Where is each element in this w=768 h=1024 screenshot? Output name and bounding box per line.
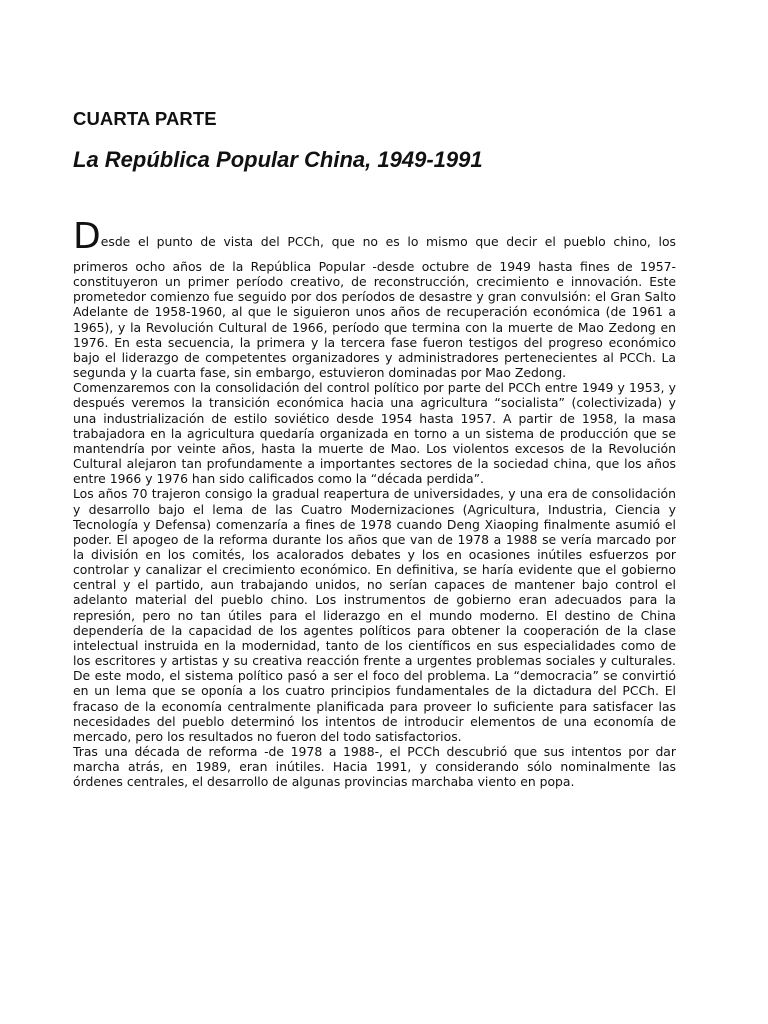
body-text xyxy=(73,216,676,790)
first-line-gap xyxy=(73,252,676,259)
paragraph-2: Comenzaremos con la consolidación del control político por parte del PCCh entre 1949 y 1953, y después veremos la transición económica hacia una agricultura “socialista” (colectivizada) y una industrialización de estilo soviético desde 1954 hasta 1957. A partir de 1958, la masa trabajadora en la agricultura quedaría organizada en torno a un sistema de producción que se mantendría por veinte años, hasta la muerte de Mao. Los violentos excesos de la Revolución Cultural alejaron tan profundamente a importantes sectores de la sociedad china, que los años entre 1966 y 1976 han sido calificados como la “década perdida”. xyxy=(73,380,676,487)
chapter-title: La República Popular China, 1949-1991 xyxy=(73,147,483,172)
paragraph-1 xyxy=(73,216,676,381)
first-line xyxy=(73,216,676,257)
part-heading: CUARTA PARTE xyxy=(73,108,217,129)
paragraph-4: Tras una década de reforma -de 1978 a 1988-, el PCCh descubrió que sus intentos por dar marcha atrás, en 1989, eran inútiles. Hacia 1991, y considerando sólo nominalmente las órdenes centrales, el desarrollo de algunas provincias marchaba viento en popa. xyxy=(73,744,676,790)
first-line-text: esde el punto de vista del PCCh, que no es lo mismo que decir el pueblo chino, los xyxy=(100,234,676,249)
paragraph-3: Los años 70 trajeron consigo la gradual reapertura de universidades, y una era de consolidación y desarrollo bajo el lema de las Cuatro Modernizaciones (Agricultura, Industria, Ciencia y Tecnología y Defensa) comenzaría a fines de 1978 cuando Deng Xiaoping finalmente asumió el poder. El apogeo de la reforma durante los años que van de 1978 a 1988 se vería marcado por la división en los comités, los acalorados debates y los en ocasiones inútiles esfuerzos por controlar y canalizar el crecimiento económico. En definitiva, se haría evidente que el gobierno central y el partido, aun trabajando unidos, no serían capaces de mantener bajo control el adelanto material del pueblo chino. Los instrumentos de gobierno eran adecuados para la represión, pero no tan útiles para el liderazgo en el mundo moderno. El destino de China dependería de la capacidad de los agentes políticos para obtener la cooperación de la clase intelectual instruida en la modernidad, tanto de los científicos en sus especialidades como de los escritores y artistas y su creativa reacción frente a urgentes problemas sociales y culturales. De este modo, el sistema político pasó a ser el foco del problema. La “democracia” se convirtió en un lema que se oponía a los cuatro principios fundamentales de la dictadura del PCCh. El fracaso de la economía centralmente planificada para proveer lo suficiente para satisfacer las necesidades del pueblo determinó los intentos de introducir elementos de una economía de mercado, pero los resultados no fueron del todo satisfactorios. xyxy=(73,486,676,744)
drop-cap: D xyxy=(73,216,101,257)
paragraph-1-text: primeros ocho años de la República Popular -desde octubre de 1949 hasta fines de 1957- constituyeron un primer período creativo, de reconstrucción, crecimiento e innovación. Este prometedor comienzo fue seguido por dos períodos de desastre y gran convulsión: el Gran Salto Adelante de 1958-1960, al que le siguieron unos años de recuperación económica (de 1961 a 1965), y la Revolución Cultural de 1966, período que termina con la muerte de Mao Zedong en 1976. En esta secuencia, la primera y la tercera fase fueron testigos del progreso económico bajo el liderazgo de competentes organizadores y administradores pertenecientes al PCCh. La segunda y la cuarta fase, sin embargo, estuvieron dominadas por Mao Zedong. xyxy=(73,259,676,381)
